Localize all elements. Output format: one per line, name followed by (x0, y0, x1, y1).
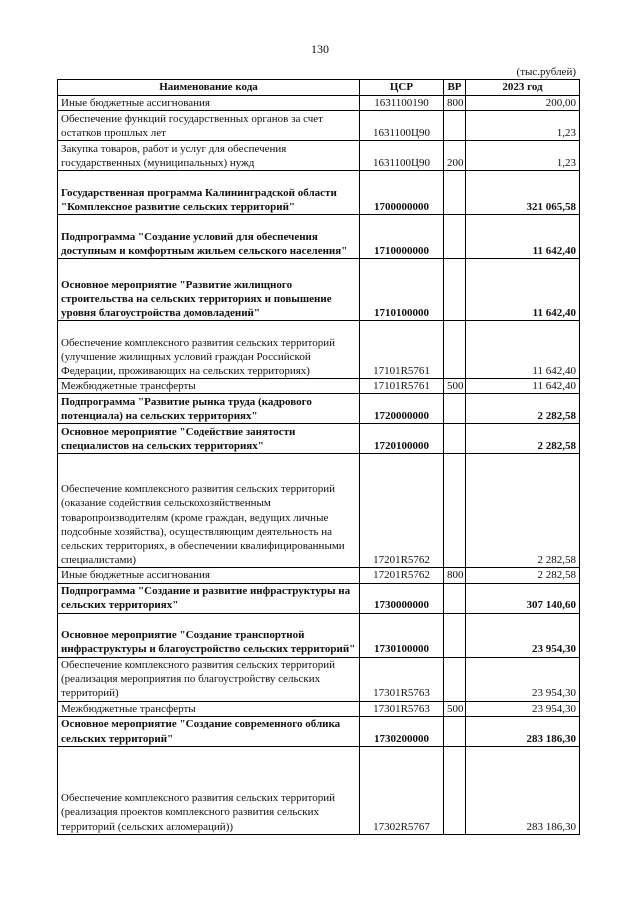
cell-sum: 321 065,58 (466, 171, 580, 215)
cell-sum: 200,00 (466, 96, 580, 111)
cell-csr: 1710100000 (360, 259, 444, 321)
table-row (58, 613, 580, 657)
cell-sum: 23 954,30 (466, 613, 580, 657)
cell-sum: 2 282,58 (466, 424, 580, 454)
cell-csr: 1730100000 (360, 613, 444, 657)
cell-csr: 1631100Ц90 (360, 111, 444, 141)
cell-csr: 17302R5767 (360, 746, 444, 834)
cell-vr (444, 111, 466, 141)
cell-name: Подпрограмма "Развитие рынка труда (кадрового потенциала) на сельских территориях" (58, 394, 360, 424)
cell-vr (444, 259, 466, 321)
cell-vr (444, 394, 466, 424)
cell-csr: 1631100Ц90 (360, 141, 444, 171)
cell-name: Иные бюджетные ассигнования (58, 568, 360, 583)
table-row (58, 568, 580, 583)
budget-table (57, 79, 580, 835)
cell-sum: 11 642,40 (466, 321, 580, 379)
page-number: 130 (311, 42, 329, 56)
cell-vr: 500 (444, 701, 466, 716)
cell-csr: 17201R5762 (360, 454, 444, 568)
table-row (58, 746, 580, 834)
cell-csr: 1631100190 (360, 96, 444, 111)
cell-sum: 23 954,30 (466, 657, 580, 701)
cell-csr: 17201R5762 (360, 568, 444, 583)
cell-csr: 17101R5761 (360, 379, 444, 394)
cell-name: Обеспечение комплексного развития сельских территорий (реализация мероприятия по благоустройству сельских территорий) (58, 657, 360, 701)
cell-vr (444, 583, 466, 613)
cell-csr: 1720100000 (360, 424, 444, 454)
cell-vr (444, 657, 466, 701)
cell-sum: 307 140,60 (466, 583, 580, 613)
cell-sum: 1,23 (466, 141, 580, 171)
cell-name: Обеспечение комплексного развития сельских территорий (оказание содействия сельскохозяйственным товаропроизводителям (кроме граждан, ведущих личные подсобные хозяйства), осуществляющим деятельность на сельских территориях, в обеспечении квалифицированными специалистами) (58, 454, 360, 568)
cell-sum: 2 282,58 (466, 568, 580, 583)
table-row (58, 96, 580, 111)
cell-csr: 1730000000 (360, 583, 444, 613)
cell-name: Межбюджетные трансферты (58, 701, 360, 716)
cell-sum: 283 186,30 (466, 746, 580, 834)
table-row (58, 321, 580, 379)
cell-vr (444, 454, 466, 568)
table-header-row (58, 80, 580, 96)
cell-name: Межбюджетные трансферты (58, 379, 360, 394)
cell-csr: 17301R5763 (360, 701, 444, 716)
cell-name: Подпрограмма "Создание и развитие инфраструктуры на сельских территориях" (58, 583, 360, 613)
table-row (58, 171, 580, 215)
header-sum: 2023 год (466, 80, 580, 96)
header-csr: ЦСР (360, 80, 444, 96)
cell-name: Основное мероприятие "Содействие занятости специалистов на сельских территориях" (58, 424, 360, 454)
header-name: Наименование кода (58, 80, 360, 96)
table-row (58, 215, 580, 259)
cell-sum: 2 282,58 (466, 454, 580, 568)
cell-name: Закупка товаров, работ и услуг для обеспечения государственных (муниципальных) нужд (58, 141, 360, 171)
table-row (58, 259, 580, 321)
cell-name: Обеспечение комплексного развития сельских территорий (реализация проектов комплексного развития сельских территорий (сельских агломераций)) (58, 746, 360, 834)
cell-vr (444, 424, 466, 454)
cell-name: Иные бюджетные ассигнования (58, 96, 360, 111)
cell-vr: 800 (444, 96, 466, 111)
cell-vr (444, 215, 466, 259)
header-vr: ВР (444, 80, 466, 96)
cell-vr: 200 (444, 141, 466, 171)
cell-name: Обеспечение комплексного развития сельских территорий (улучшение жилищных условий граждан Российской Федерации, проживающих на сельских территориях) (58, 321, 360, 379)
cell-sum: 1,23 (466, 111, 580, 141)
cell-csr: 1720000000 (360, 394, 444, 424)
table-row (58, 583, 580, 613)
cell-csr: 17301R5763 (360, 657, 444, 701)
cell-name: Основное мероприятие "Создание транспортной инфраструктуры и благоустройство сельских территорий" (58, 613, 360, 657)
cell-name: Основное мероприятие "Создание современного облика сельских территорий" (58, 716, 360, 746)
cell-sum: 11 642,40 (466, 379, 580, 394)
table-row (58, 424, 580, 454)
table-row (58, 379, 580, 394)
cell-name: Обеспечение функций государственных органов за счет остатков прошлых лет (58, 111, 360, 141)
table-row (58, 141, 580, 171)
cell-vr: 800 (444, 568, 466, 583)
cell-name: Основное мероприятие "Развитие жилищного строительства на сельских территориях и повышение уровня благоустройства домовладений" (58, 259, 360, 321)
cell-vr (444, 716, 466, 746)
cell-sum: 283 186,30 (466, 716, 580, 746)
cell-csr: 17101R5761 (360, 321, 444, 379)
cell-sum: 11 642,40 (466, 215, 580, 259)
cell-sum: 23 954,30 (466, 701, 580, 716)
table-row (58, 111, 580, 141)
cell-csr: 1730200000 (360, 716, 444, 746)
cell-sum: 11 642,40 (466, 259, 580, 321)
units-label: (тыс.рублей) (516, 66, 576, 78)
cell-vr (444, 171, 466, 215)
table-row (58, 701, 580, 716)
cell-csr: 1700000000 (360, 171, 444, 215)
table-body (58, 96, 580, 835)
table-row (58, 454, 580, 568)
cell-vr (444, 321, 466, 379)
table-row (58, 657, 580, 701)
cell-name: Подпрограмма "Создание условий для обеспечения доступным и комфортным жильем сельского населения" (58, 215, 360, 259)
cell-sum: 2 282,58 (466, 394, 580, 424)
table-row (58, 716, 580, 746)
cell-vr: 500 (444, 379, 466, 394)
table-row (58, 394, 580, 424)
cell-vr (444, 613, 466, 657)
cell-csr: 1710000000 (360, 215, 444, 259)
cell-vr (444, 746, 466, 834)
cell-name: Государственная программа Калининградской области "Комплексное развитие сельских территорий" (58, 171, 360, 215)
